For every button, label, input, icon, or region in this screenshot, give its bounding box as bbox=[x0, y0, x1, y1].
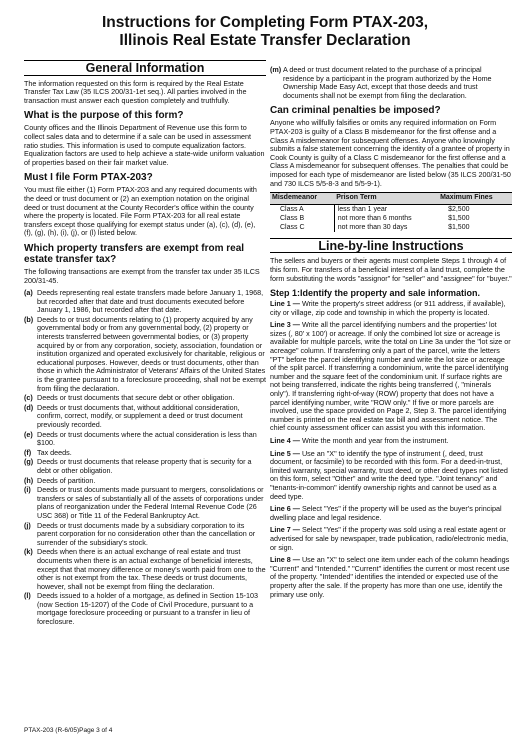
must-file-heading: Must I file Form PTAX-203? bbox=[24, 172, 153, 184]
exempt-intro: The following transactions are exempt from the transfer tax under 35 ILCS 200/31-45. bbox=[24, 266, 260, 285]
criminal-text: Anyone who willfully falsifies or omits any required information on Form PTAX-203 is guilty of a Class B misdemeanor for the first offense and a Class A misdemeanor for subsequent offenses. Anyone who knowingly submits a false statement concerning the identity of a grantee of property in Cook County is guilty of a Class C misdemeanor for the first offense and a Class A misdemeanor for subsequent offenses. The penalties that could be imposed for each type of misdemeanor are listed below (35 ILCS 200/31-50 and 730 ILCS 5/5-8-3 and 5/5-9-1). bbox=[270, 118, 511, 188]
line-6-instruction: Line 6 — Select "Yes" if the property will be used as the buyer's principal dwelling place and legal residence. bbox=[270, 504, 502, 522]
must-file-text: You must file either (1) Form PTAX-203 and any required documents with the deed or trust document or (2) an exemption notation on the original deed or trust document at the County Recorder's office within the county where the property is located. File Form PTAX-203 for all real estate transfers except those qualifying for exempt status under (a), (c), (d), (e), (f), (g), (h), (i), (j), or (l) listed below. bbox=[24, 185, 257, 238]
purpose-heading: What is the purpose of this form? bbox=[24, 110, 184, 122]
step1-heading: Step 1:Identify the property and sale information. bbox=[270, 288, 481, 299]
general-info-header: General Information bbox=[24, 60, 266, 76]
line-by-line-header: Line-by-line Instructions bbox=[270, 238, 512, 254]
table-row: Class A less than 1 year $2,500 bbox=[280, 205, 470, 213]
exempt-item: (j) Deeds or trust documents made by a subsidiary corporation to its parent corporation for no consideration other than the cancellation or surrender of the subsidiary's stock. bbox=[24, 520, 256, 547]
exempt-item: (f) Tax deeds. bbox=[24, 447, 72, 457]
line-5-instruction: Line 5 — Use an "X" to identify the type of instrument (, deed, trust document, or facsimile) to be recorded with this form. For a deed-in-trust, limited warranty, special warranty, trust deed, or other deed types not listed on this form, select "Other" and write the deed type. "Joint tenancy" and "tenants-in-common" identify ownership rights and cannot be used as a deed type. bbox=[270, 448, 508, 501]
exempt-item: (b) Deeds to or trust documents relating to (1) property acquired by any governmental body or from any governmental body, (2) property or interests transferred between governmental bodies, or (3) property acquired by or from any corporation, society, association, foundation or institution organized and operated exclusively for charitable, religious or educational purposes. However, deeds or trust documents, other than those in which the Administrator of Veterans' Affairs of the United States is the grantee pursuant to a foreclosure proceeding, shall not be exempt from filing the declaration. bbox=[24, 314, 266, 393]
left-column bbox=[24, 60, 266, 628]
exempt-item: (m) A deed or trust document related to the purchase of a principal residence by a participant in the program authorized by the Home Ownership Made Easy Act, except that those deeds and trust documents shall not be exempt from filing the declaration. bbox=[270, 65, 492, 100]
line-4-instruction: Line 4 — Write the month and year from the instrument. bbox=[270, 436, 449, 445]
page-title: Instructions for Completing Form PTAX-203, bbox=[101, 14, 429, 31]
line-7-instruction: Line 7 — Select "Yes" if the property was sold using a real estate agent or advertised for sale by newspaper, trade publication, radio/electronic media, or sign. bbox=[270, 525, 509, 552]
table-row: Class C not more than 30 days $1,500 bbox=[280, 223, 470, 231]
exempt-item: (a) Deeds representing real estate transfers made before January 1, 1968, but recorded after that date and trust documents executed before January 1, 1986, but recorded after that date. bbox=[24, 288, 264, 315]
exempt-item: (h) Deeds of partition. bbox=[24, 475, 96, 485]
exempt-item: (k) Deeds when there is an actual exchange of real estate and trust documents when there is an actual exchange of beneficial interests, except that that money difference or money's worth paid from one to the other is not exempt from the tax. These deeds or trust documents, however, shall not be exempt from filing the declaration. bbox=[24, 547, 266, 591]
exempt-heading: Which property transfers are exempt from real estate transfer tax? bbox=[24, 242, 245, 265]
line-3-instruction: Line 3 — Write all the parcel identifying numbers and the properties' lot sizes (, 80' x 100') or acreage. If only the combined lot size or acreage is available for multiple parcels, write the total on Line 3a under the "lot size or acreage" column. If transferring only a part of the parcel, write the letters "PT" before the parcel identifying number and write the lot size or acreage of the split parcel. If transferring a condominium, write the parcel identifying number and the square feet of the condominium unit. If surface rights are not being transferred, indicate the rights being transferred (, "minerals only"). If transferring right-of-way (ROW) property that does not have a parcel identifying number, write "ROW only." If five or more parcels are involved, use the space provided on Page 2, Step 3. The parcel identifying number is printed on the real estate tax bill and assessment notice. The chief county assessment officer can assist you with this information. bbox=[270, 320, 511, 433]
exempt-item: (e) Deeds or trust documents where the actual consideration is less than $100. bbox=[24, 429, 257, 448]
line-1-instruction: Line 1 — Write the property's street address (or 911 address, if available), city or village, zip code and township in which the property is located. bbox=[270, 299, 506, 317]
right-column bbox=[270, 66, 512, 603]
exempt-item: (l) Deeds issued to a holder of a mortgage, as defined in Section 15-103 (now Section 15-1207) of the Code of Civil Procedure, pursuant to a mortgage foreclosure proceeding or pursuant to a transfer in lieu of foreclosure. bbox=[24, 591, 258, 627]
exempt-list bbox=[24, 289, 266, 627]
criminal-heading: Can criminal penalties be imposed? bbox=[270, 105, 441, 117]
exempt-item: (d) Deeds or trust documents that, without additional consideration, confirm, correct, modify, or supplement a deed or trust document previously recorded. bbox=[24, 402, 243, 429]
exempt-item: (c) Deeds or trust documents that secure debt or other obligation. bbox=[24, 393, 235, 403]
exempt-item: (g) Deeds or trust documents that release property that is security for a debt or other obligation. bbox=[24, 457, 252, 475]
line-by-line-intro: The sellers and buyers or their agents must complete Steps 1 through 4 of this form. For transfers of a beneficial interest of a land trust, complete the form substituting the words "assignor" for "seller" and "assignee" for "buyer." bbox=[270, 256, 512, 283]
page-subtitle: Illinois Real Estate Transfer Declaration bbox=[119, 32, 411, 49]
line-8-instruction: Line 8 — Use an "X" to select one item under each of the column headings "Current" and "Intended." "Current" identifies the current or most recent use of the property. "Intended" identifies the intended or expected use of the property after the sale. If the property has more than one use, identify the primary use only. bbox=[270, 555, 510, 599]
exempt-list-continued bbox=[270, 66, 512, 100]
penalty-table bbox=[270, 192, 512, 232]
page-footer: PTAX-203 (R-6/05)Page 3 of 4 bbox=[24, 727, 113, 734]
penalty-table-header: Misdemeanor Prison Term Maximum Fines bbox=[270, 193, 512, 205]
purpose-text: County offices and the Illinois Department of Revenue use this form to collect sales data and to determine if a sale can be used in assessment ratio studies. This information is used to compute equalization factors. Equalization factors are used to help achieve a state-wide uniform valuation of properties based on their fair market value. bbox=[24, 123, 265, 167]
table-row: Class B not more than 6 months $1,500 bbox=[280, 214, 470, 222]
general-intro: The information requested on this form is required by the Real Estate Transfer Tax Law (35 ILCS 200/31-1et seq.). All parties involved in the transaction must answer each question completely and truthfully. bbox=[24, 78, 247, 105]
exempt-item: (i) Deeds or trust documents made pursuant to mergers, consolidations or transfers or sales of substantially all of the assets of corporations under plans of reorganization under the Federal Internal Revenue Code (26 USC 368) or Title 11 of the Federal Bankruptcy Act. bbox=[24, 485, 264, 520]
